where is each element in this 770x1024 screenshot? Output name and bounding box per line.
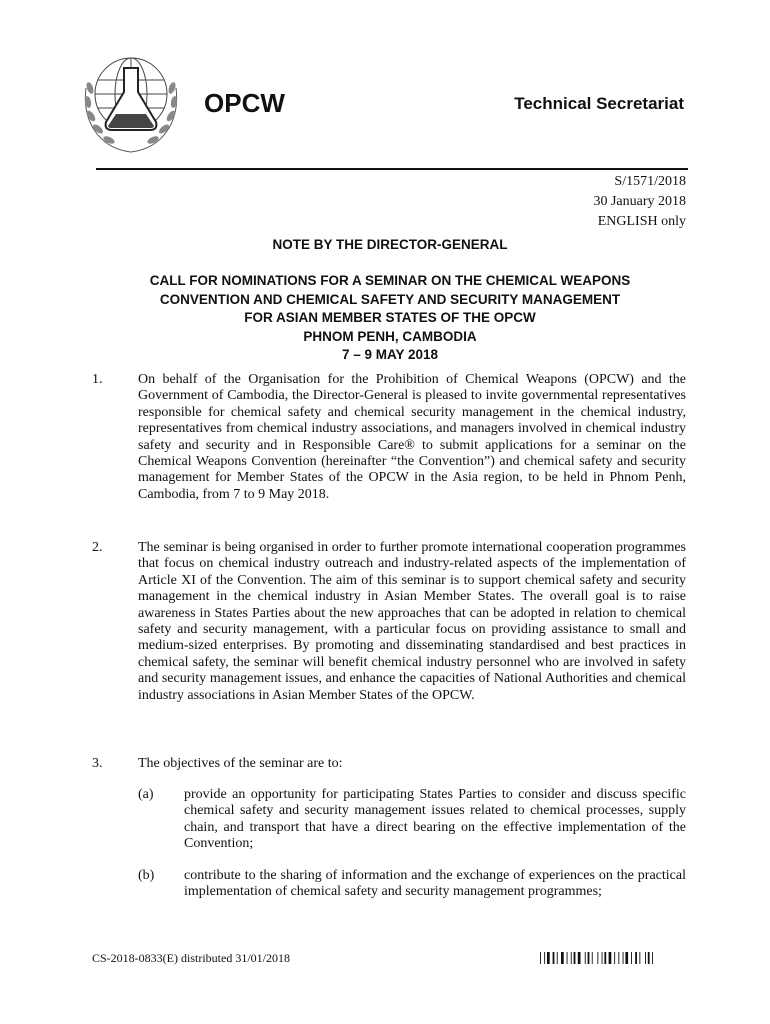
department-name: Technical Secretariat <box>514 94 684 113</box>
paragraph-2 <box>92 540 686 704</box>
title-line: CALL FOR NOMINATIONS FOR A SEMINAR ON THE CHEMICAL WEAPONS <box>149 273 631 288</box>
objective-text: provide an opportunity for participating States Parties to consider and discuss specific chemical safety and security management issues related to chemical processes, supply chain, and transport that have a direct bearing on the effective implementation of the Convention; <box>184 787 686 852</box>
document-date: 30 January 2018 <box>593 194 686 209</box>
barcode <box>540 952 688 964</box>
paragraph-number: 2. <box>92 540 103 555</box>
opcw-emblem-icon <box>76 48 186 158</box>
objective-a <box>138 787 686 853</box>
objective-label: (a) <box>138 787 154 802</box>
distribution-note: CS-2018-0833(E) distributed 31/01/2018 <box>92 951 290 965</box>
objective-text: contribute to the sharing of information and the exchange of experiences on the practical implementation of chemical safety and security management programmes; <box>184 868 686 900</box>
title-line: CONVENTION AND CHEMICAL SAFETY AND SECURITY MANAGEMENT <box>159 291 621 307</box>
title-line: PHNOM PENH, CAMBODIA <box>303 328 477 344</box>
objective-label: (b) <box>138 868 155 883</box>
title-line: 7 – 9 MAY 2018 <box>341 347 439 362</box>
paragraph-text: On behalf of the Organisation for the Prohibition of Chemical Weapons (OPCW) and the Government of Cambodia, the Director-General is pleased to invite governmental representatives responsible for chemical safety and chemical security management in the chemical industry, representatives from chemical industry associations, and managers involved in chemical industry safety and security and in Responsible Care® to submit applications for a seminar on the Chemical Weapons Convention (hereinafter “the Convention”) and chemical safety and security management for Member States of the OPCW in the Asia region, to be held in Phnom Penh, Cambodia, from 7 to 9 May 2018. <box>138 372 686 502</box>
org-acronym: OPCW <box>204 88 285 118</box>
title-line: FOR ASIAN MEMBER STATES OF THE OPCW <box>244 310 536 325</box>
header-divider <box>96 168 688 170</box>
paragraph-number: 1. <box>92 372 103 387</box>
paragraph-number: 3. <box>92 756 103 771</box>
document-symbol: S/1571/2018 <box>614 174 686 189</box>
document-language: ENGLISH only <box>597 214 686 229</box>
paragraph-1 <box>92 372 686 503</box>
objective-b <box>138 868 686 901</box>
document-info <box>593 172 686 232</box>
paragraph-text: The seminar is being organised in order to further promote international cooperation programmes that focus on chemical industry outreach and industry-related aspects of the implementation of Article XI of the Convention. The aim of this seminar is to support chemical safety and security management in the chemical industry in Asian Member States. The overall goal is to raise awareness in States Parties about the new approaches that can be adopted in relation to chemical safety and security management, with a particular focus on providing assistance to small and medium-sized enterprises. By promoting and disseminating standardised and best practices in chemical safety, the seminar will benefit chemical industry personnel who are involved in safety and security management issues, and enhance the capacities of National Authorities and chemical industry associations in Asian Member States of the OPCW. <box>138 540 686 703</box>
document-title <box>94 272 686 365</box>
paragraph-3 <box>92 756 686 772</box>
paragraph-text: The objectives of the seminar are to: <box>138 756 343 771</box>
note-heading: NOTE BY THE DIRECTOR-GENERAL <box>272 237 508 252</box>
